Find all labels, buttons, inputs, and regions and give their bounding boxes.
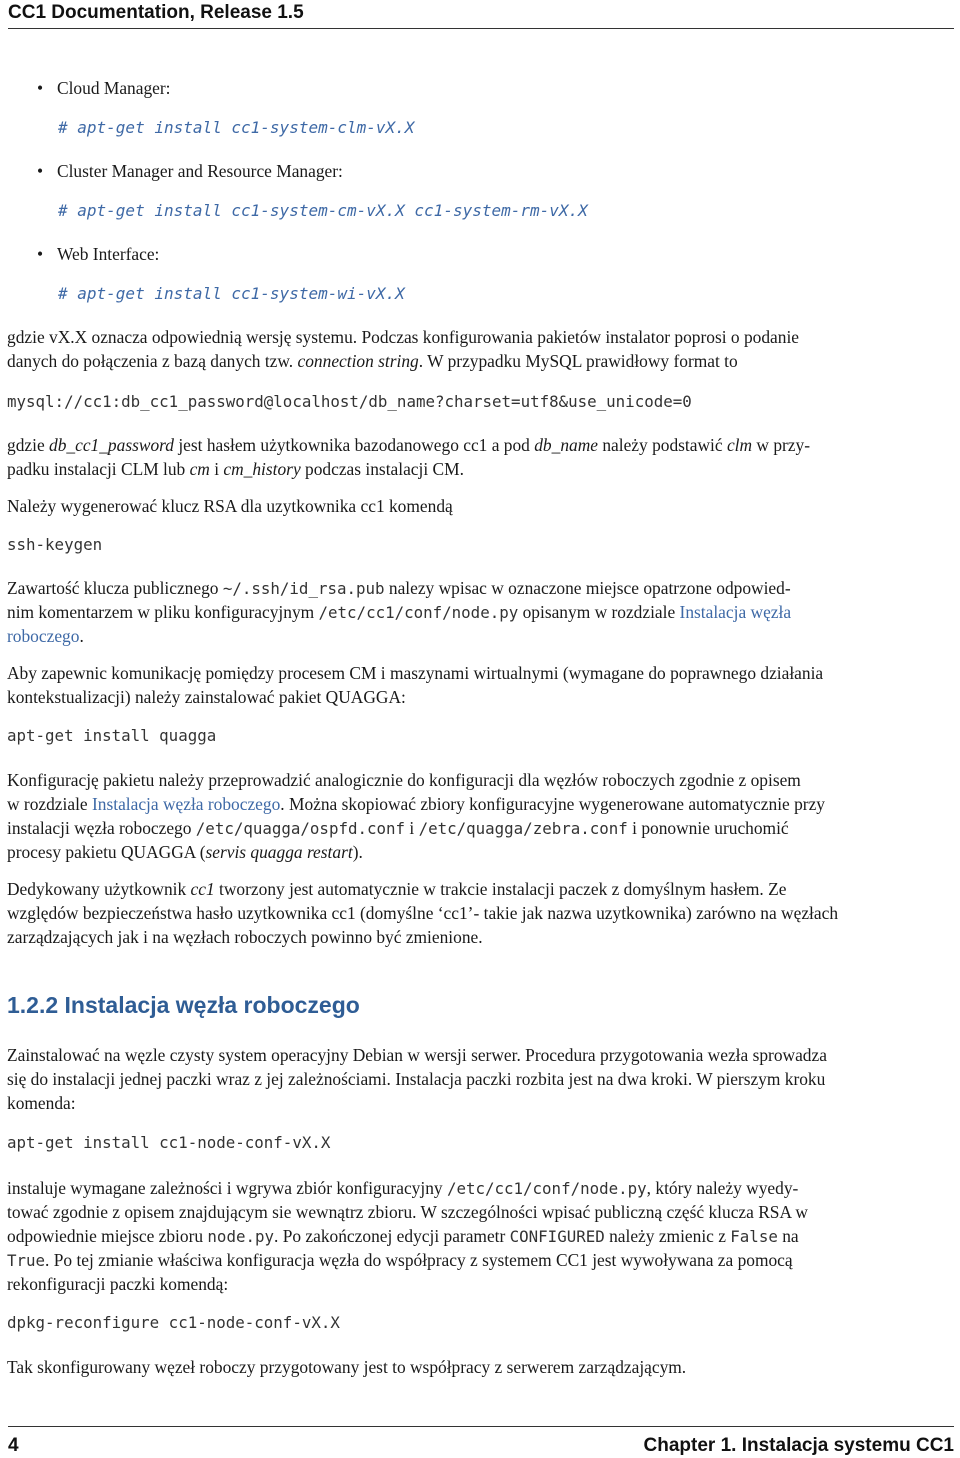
paragraph-line: gdzie db_cc1_password jest hasłem użytkownika bazodanowego cc1 a pod db_name należy podstawić clm w przy-: [7, 435, 811, 455]
link-roboczego[interactable]: roboczego: [7, 626, 80, 646]
command-line: # apt-get install cc1-system-cm-vX.X cc1-system-rm-vX.X: [58, 201, 588, 220]
paragraph-line: Zainstalować na węzle czysty system operacyjny Debian w wersji serwer. Procedura przygotowania wezła sprowadza: [7, 1045, 827, 1065]
bullet-icon: •: [37, 78, 44, 98]
paragraph-line: roboczego.: [7, 626, 84, 646]
paragraph-line: Konfigurację pakietu należy przeprowadzić analogicznie do konfiguracji dla węzłów roboczych zgodnie z opisem: [7, 770, 801, 790]
paragraph-line: odpowiednie miejsce zbioru node.py. Po zakończonej edycji parametr CONFIGURED należy zmienic z False na: [7, 1226, 799, 1246]
paragraph-line: True. Po tej zmianie właściwa konfiguracja węzła do współpracy z systemem CC1 jest wywoływana za pomocą: [7, 1250, 793, 1270]
bullet-icon: •: [37, 161, 44, 181]
paragraph-line: Tak skonfigurowany węzeł roboczy przygotowany jest to współpracy z serwerem zarządzającym.: [7, 1357, 687, 1377]
paragraph-line: zarządzających jak i na węzłach roboczych powinno być zmienione.: [7, 927, 483, 947]
page-number: 4: [8, 1435, 19, 1456]
node-install-code: apt-get install cc1-node-conf-vX.X: [7, 1133, 331, 1152]
paragraph-line: się do instalacji jednej paczki wraz z jej zależnościami. Instalacja paczki rozbita jest na dwa kroki. W pierszym kroku: [7, 1069, 826, 1089]
paragraph-line: padku instalacji CLM lub cm i cm_history podczas instalacji CM.: [7, 459, 464, 479]
command-line: # apt-get install cc1-system-wi-vX.X: [58, 284, 405, 303]
paragraph-line: Dedykowany użytkownik cc1 tworzony jest automatycznie w trakcie instalacji paczek z domyślnym hasłem. Ze: [7, 879, 787, 899]
link-instalacja-wezla[interactable]: Instalacja węzła: [679, 602, 792, 622]
dpkg-reconfigure-code: dpkg-reconfigure cc1-node-conf-vX.X: [7, 1313, 340, 1332]
page-header: [8, 0, 954, 29]
paragraph-line: rekonfiguracji paczki komendą:: [7, 1274, 229, 1294]
link-instalacja-wezla-roboczego[interactable]: Instalacja węzła roboczego: [91, 794, 281, 814]
paragraph-line: danych do połączenia z bazą danych tzw. connection string. W przypadku MySQL prawidłowy format to: [7, 351, 738, 371]
chapter-title: Chapter 1. Instalacja systemu CC1: [643, 1435, 954, 1456]
paragraph-line: względów bezpieczeństwa hasło uzytkownika cc1 (domyślne ‘cc1’- takie jak nazwa uzytkownika) zarówno na węzłach: [7, 903, 839, 923]
paragraph-line: instaluje wymagane zależności i wgrywa zbiór konfiguracyjny /etc/cc1/conf/node.py, który należy wyedy-: [7, 1178, 799, 1198]
paragraph-line: Należy wygenerować klucz RSA dla uzytkownika cc1 komendą: [7, 496, 453, 516]
paragraph-line: nim komentarzem w pliku konfiguracyjnym /etc/cc1/conf/node.py opisanym w rozdziale Instalacja węzła: [7, 602, 792, 622]
paragraph-line: kontekstualizacji) należy zainstalować pakiet QUAGGA:: [7, 687, 406, 707]
section-heading: 1.2.2 Instalacja węzła roboczego: [7, 992, 360, 1018]
paragraph-line: Zawartość klucza publicznego ~/.ssh/id_rsa.pub nalezy wpisac w oznaczone miejsce opatrzone odpowied-: [7, 578, 791, 598]
quagga-install-code: apt-get install quagga: [7, 726, 217, 745]
paragraph-line: komenda:: [7, 1093, 76, 1113]
paragraph-line: w rozdziale Instalacja węzła roboczego. Można skopiować zbiory konfiguracyjne wygenerowane automatycznie przy: [7, 794, 825, 814]
ssh-keygen-code: ssh-keygen: [7, 535, 103, 554]
paragraph-line: gdzie vX.X oznacza odpowiednią wersję systemu. Podczas konfigurowania pakietów instalator poprosi o podanie: [7, 327, 800, 347]
paragraph-line: Aby zapewnic komunikację pomiędzy procesem CM i maszynami wirtualnymi (wymagane do poprawnego działania: [7, 663, 824, 683]
document-title: CC1 Documentation, Release 1.5: [8, 2, 304, 23]
paragraph-line: instalacji węzła roboczego /etc/quagga/ospfd.conf i /etc/quagga/zebra.conf i ponownie uruchomić: [7, 818, 789, 838]
page-footer: [8, 1426, 954, 1457]
bullet-icon: •: [37, 244, 44, 264]
mysql-format-code: mysql://cc1:db_cc1_password@localhost/db_name?charset=utf8&use_unicode=0: [7, 392, 692, 411]
paragraph-line: procesy pakietu QUAGGA (servis quagga restart).: [7, 842, 363, 862]
paragraph-line: tować zgodnie z opisem znajdującym sie wewnątrz zbioru. W szczególności wpisać publiczną część klucza RSA w: [7, 1202, 808, 1222]
command-line: # apt-get install cc1-system-clm-vX.X: [58, 118, 415, 137]
